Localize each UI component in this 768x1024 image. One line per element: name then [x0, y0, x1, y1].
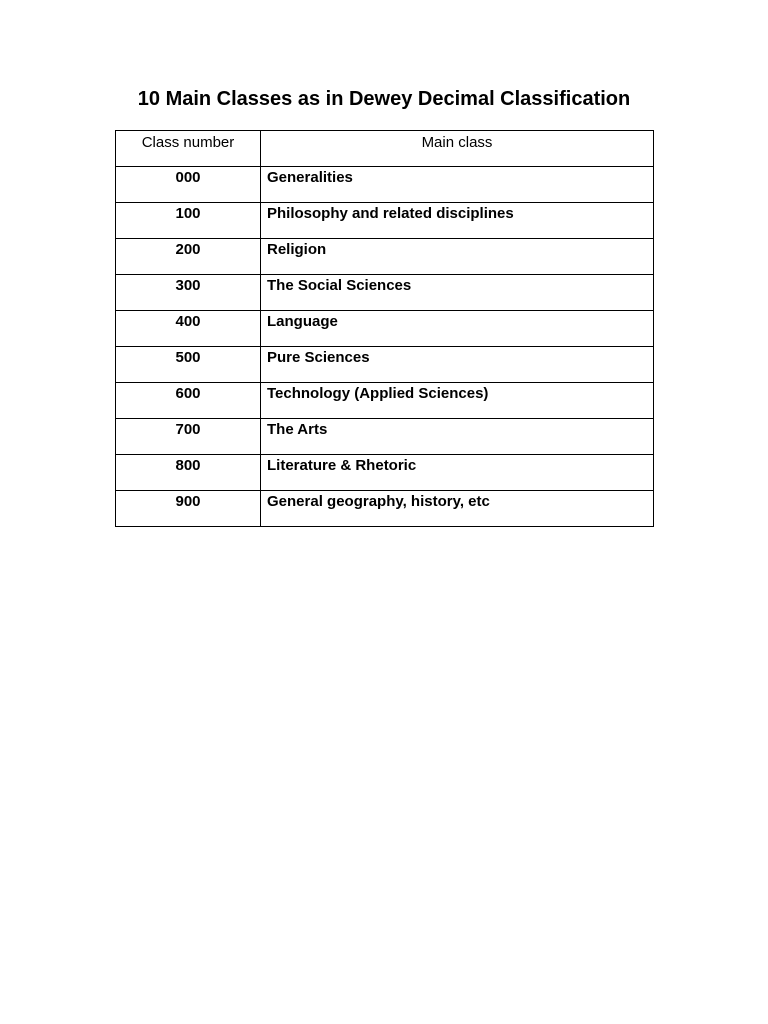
column-header-class-number: Class number [116, 131, 261, 167]
class-number-cell: 400 [116, 311, 261, 347]
main-class-cell: Literature & Rhetoric [261, 455, 654, 491]
table-header-row [116, 131, 654, 167]
main-class-cell: General geography, history, etc [261, 491, 654, 527]
table-row [116, 491, 654, 527]
class-number-cell: 300 [116, 275, 261, 311]
page-title: 10 Main Classes as in Dewey Decimal Classification [137, 88, 631, 110]
main-class-cell: Generalities [261, 167, 654, 203]
class-number-cell: 200 [116, 239, 261, 275]
class-number-cell: 000 [116, 167, 261, 203]
table-row [116, 383, 654, 419]
column-header-main-class: Main class [261, 131, 654, 167]
main-class-cell: Language [261, 311, 654, 347]
table-header [116, 131, 654, 167]
table-row [116, 167, 654, 203]
table-body [116, 167, 654, 527]
table-row [116, 455, 654, 491]
class-number-cell: 800 [116, 455, 261, 491]
table-row [116, 275, 654, 311]
class-number-cell: 700 [116, 419, 261, 455]
table-row [116, 347, 654, 383]
class-number-cell: 900 [116, 491, 261, 527]
dewey-classes-table [115, 130, 654, 527]
table-row [116, 311, 654, 347]
main-class-cell: Technology (Applied Sciences) [261, 383, 654, 419]
table-row [116, 203, 654, 239]
table-row [116, 239, 654, 275]
main-class-cell: Religion [261, 239, 654, 275]
table-row [116, 419, 654, 455]
main-class-cell: The Social Sciences [261, 275, 654, 311]
class-number-cell: 600 [116, 383, 261, 419]
main-class-cell: Philosophy and related disciplines [261, 203, 654, 239]
class-number-cell: 100 [116, 203, 261, 239]
main-class-cell: The Arts [261, 419, 654, 455]
main-class-cell: Pure Sciences [261, 347, 654, 383]
class-number-cell: 500 [116, 347, 261, 383]
